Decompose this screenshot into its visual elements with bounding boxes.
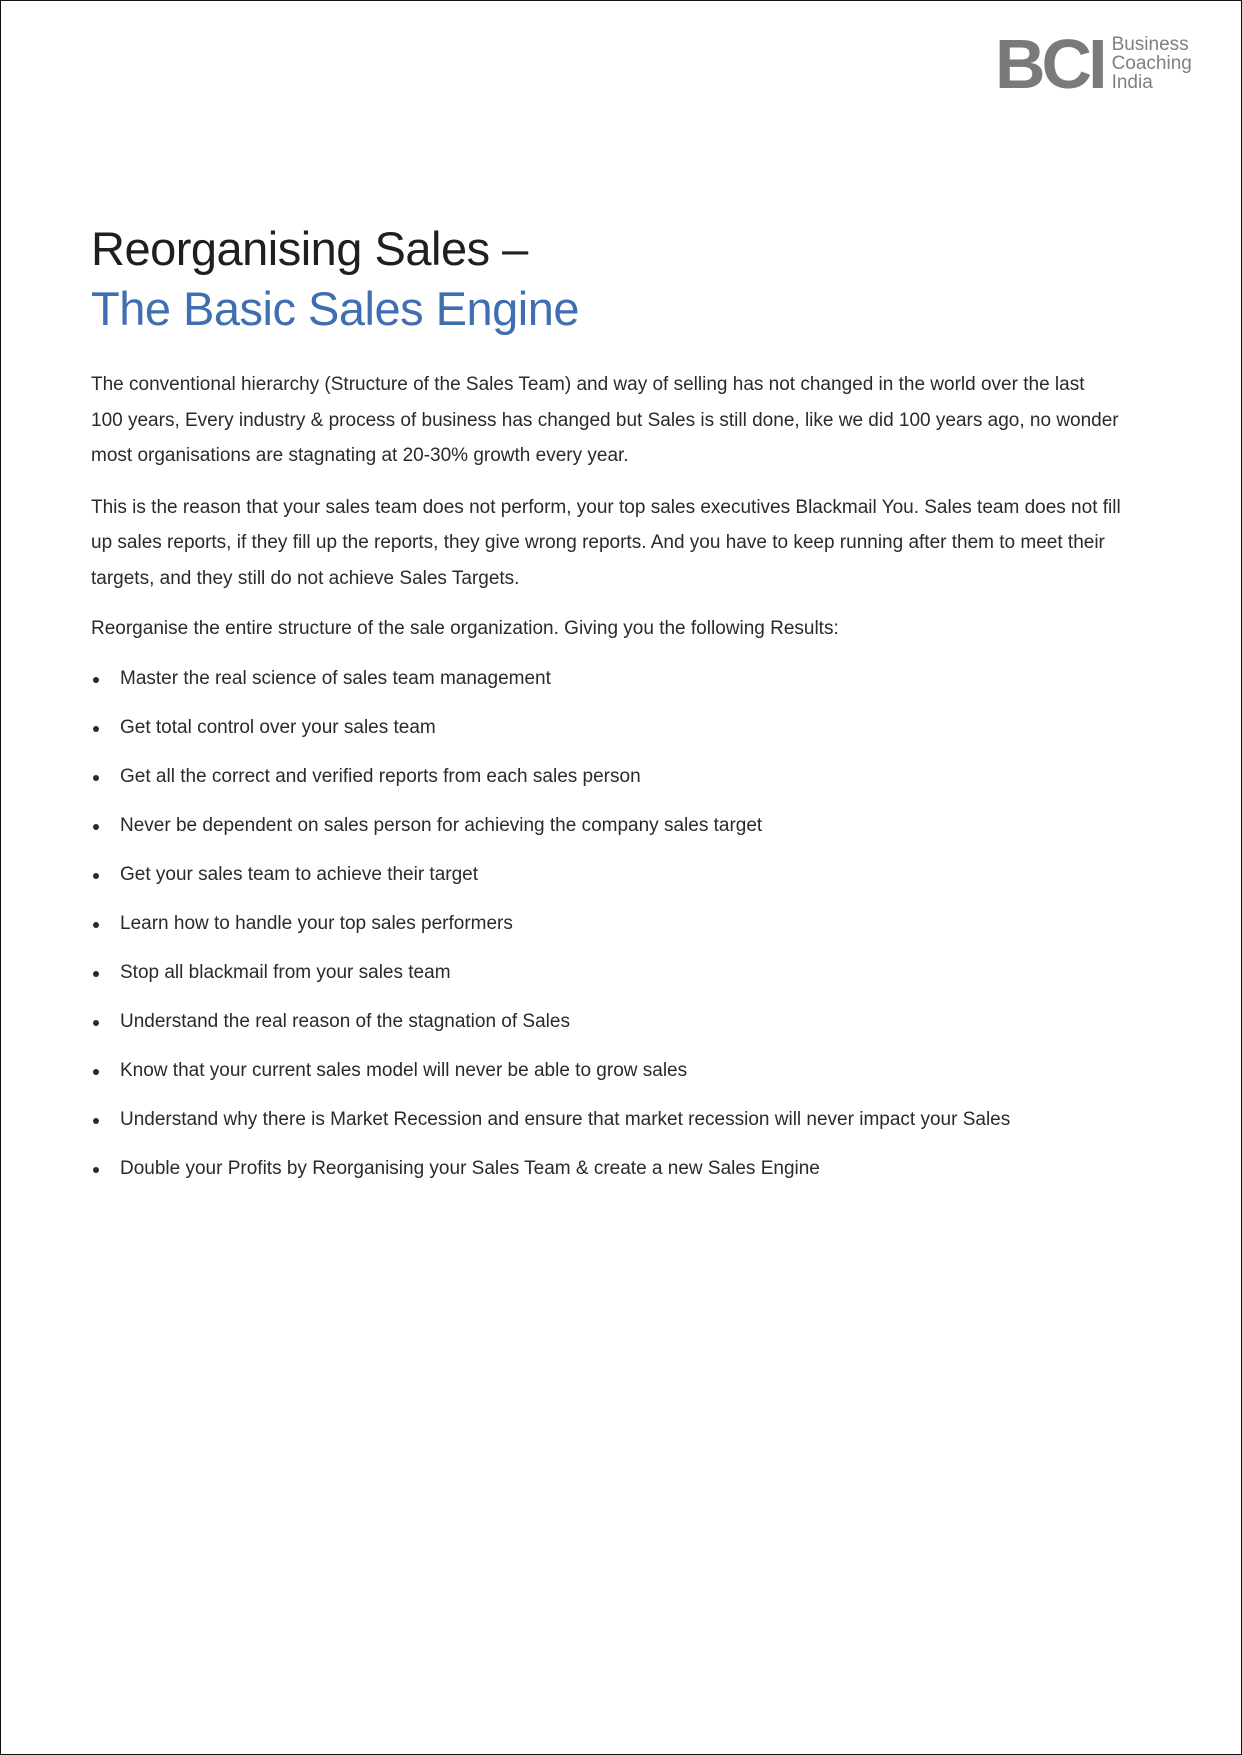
bullet-icon [93, 775, 99, 781]
list-item [91, 907, 1121, 956]
intro-paragraph: The conventional hierarchy (Structure of the Sales Team) and way of selling has not changed in the world over the last 100 years, Every industry & process of business has changed but Sales is still done, like we did 100 years ago, no wonder most organisations are stagnating at 20-30% growth every year. [91, 374, 1119, 466]
logo-word-coaching: Coaching [1111, 53, 1192, 74]
list-item-text: Stop all blackmail from your sales team [120, 962, 451, 983]
list-item-text: Get all the correct and verified reports from each sales person [120, 766, 641, 787]
list-item [91, 662, 1121, 711]
bullet-icon [93, 922, 99, 928]
logo-wordmark [1112, 35, 1192, 92]
bullet-icon [93, 824, 99, 830]
bullet-icon [93, 1167, 99, 1173]
list-item-text: Double your Profits by Reorganising your Sales Team & create a new Sales Engine [120, 1158, 820, 1179]
list-item [91, 760, 1121, 809]
list-item [91, 858, 1121, 907]
list-item-text: Master the real science of sales team management [120, 668, 551, 689]
list-item [91, 1152, 1121, 1201]
list-item-text: Never be dependent on sales person for achieving the company sales target [120, 815, 763, 836]
list-item [91, 809, 1121, 858]
bullet-icon [93, 1020, 99, 1026]
logo-word-india: India [1111, 72, 1153, 93]
logo-word-business: Business [1111, 34, 1189, 55]
list-item-text: Understand why there is Market Recession and ensure that market recession will never impact your Sales [120, 1109, 1011, 1130]
bci-logo [995, 35, 1192, 92]
title-line-subtitle: The Basic Sales Engine [91, 282, 580, 335]
bullet-icon [93, 971, 99, 977]
list-item [91, 1054, 1121, 1103]
list-item [91, 956, 1121, 1005]
problem-paragraph: This is the reason that your sales team does not perform, your top sales executives Blackmail You. Sales team does not fill up sales reports, if they fill up the reports, they give wrong reports. And you have to keep running after them to meet their targets, and they still do not achieve Sales Targets. [91, 496, 1121, 589]
results-lead-paragraph: Reorganise the entire structure of the sale organization. Giving you the following Results: [91, 618, 839, 639]
logo-mark: BCI [995, 35, 1104, 92]
bullet-icon [93, 873, 99, 879]
list-item [91, 1005, 1121, 1054]
list-item [91, 711, 1121, 760]
list-item-text: Know that your current sales model will never be able to grow sales [120, 1060, 688, 1081]
bullet-icon [93, 1118, 99, 1124]
body-content [91, 367, 1121, 1201]
page-title [91, 219, 579, 339]
list-item-text: Get total control over your sales team [120, 717, 436, 738]
list-item-text: Understand the real reason of the stagnation of Sales [120, 1011, 570, 1032]
bullet-icon [93, 1069, 99, 1075]
bullet-icon [93, 726, 99, 732]
list-item [91, 1103, 1121, 1152]
title-line-primary: Reorganising Sales – [91, 222, 528, 275]
bullet-icon [93, 677, 99, 683]
results-list [91, 662, 1121, 1201]
list-item-text: Get your sales team to achieve their target [120, 864, 479, 885]
list-item-text: Learn how to handle your top sales performers [120, 913, 513, 934]
